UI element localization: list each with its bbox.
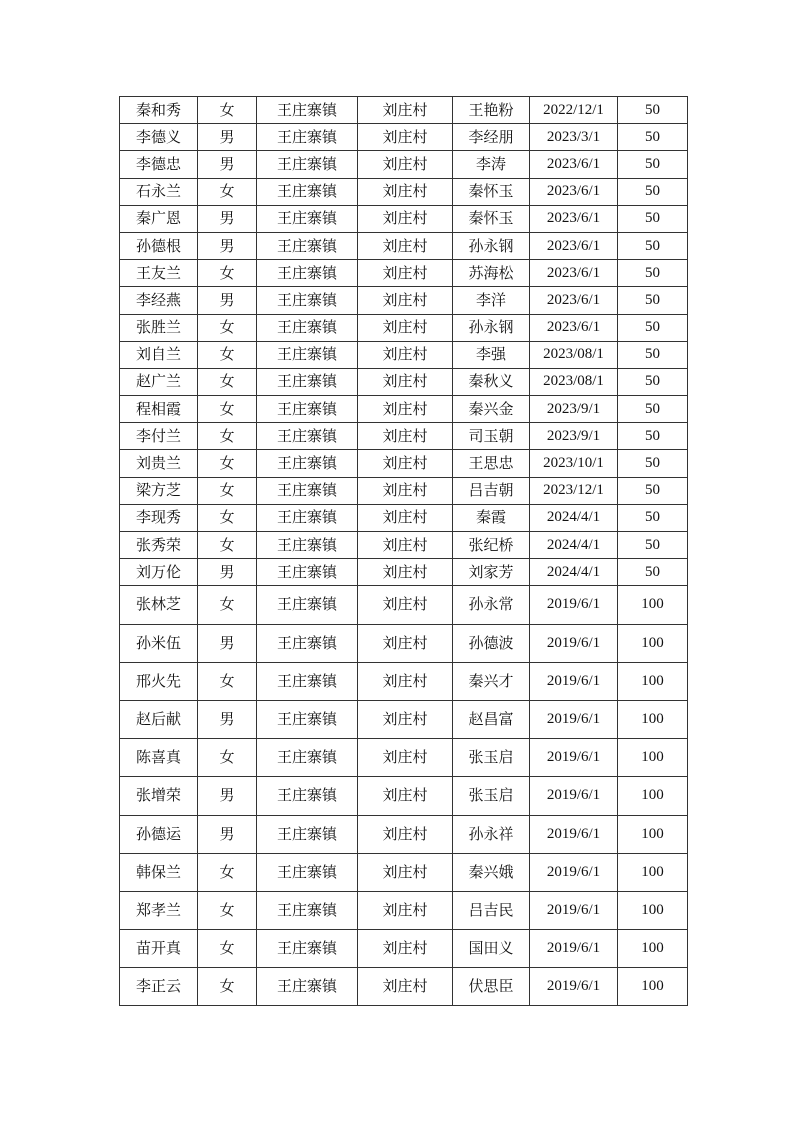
town-cell: 王庄寨镇	[257, 97, 358, 124]
contact-cell: 王思忠	[453, 450, 530, 477]
table-row	[120, 559, 688, 586]
name-cell: 苗开真	[120, 930, 198, 968]
town-cell: 王庄寨镇	[257, 891, 358, 929]
contact-cell: 秦兴金	[453, 396, 530, 423]
name-cell: 张秀荣	[120, 532, 198, 559]
date-cell: 2024/4/1	[530, 559, 618, 586]
amount-cell: 100	[618, 586, 688, 624]
village-cell: 刘庄村	[358, 532, 453, 559]
town-cell: 王庄寨镇	[257, 396, 358, 423]
table-row	[120, 97, 688, 124]
date-cell: 2019/6/1	[530, 739, 618, 777]
village-cell: 刘庄村	[358, 423, 453, 450]
town-cell: 王庄寨镇	[257, 314, 358, 341]
town-cell: 王庄寨镇	[257, 232, 358, 259]
village-cell: 刘庄村	[358, 314, 453, 341]
contact-cell: 王艳粉	[453, 97, 530, 124]
table-row	[120, 777, 688, 815]
contact-cell: 苏海松	[453, 260, 530, 287]
town-cell: 王庄寨镇	[257, 624, 358, 662]
amount-cell: 100	[618, 777, 688, 815]
amount-cell: 50	[618, 396, 688, 423]
town-cell: 王庄寨镇	[257, 205, 358, 232]
name-cell: 李现秀	[120, 504, 198, 531]
gender-cell: 男	[198, 205, 257, 232]
contact-cell: 赵昌富	[453, 700, 530, 738]
village-cell: 刘庄村	[358, 124, 453, 151]
village-cell: 刘庄村	[358, 559, 453, 586]
table-row	[120, 930, 688, 968]
name-cell: 孙德运	[120, 815, 198, 853]
date-cell: 2024/4/1	[530, 532, 618, 559]
village-cell: 刘庄村	[358, 232, 453, 259]
date-cell: 2019/6/1	[530, 700, 618, 738]
amount-cell: 100	[618, 700, 688, 738]
name-cell: 李经燕	[120, 287, 198, 314]
gender-cell: 女	[198, 314, 257, 341]
amount-cell: 100	[618, 815, 688, 853]
town-cell: 王庄寨镇	[257, 423, 358, 450]
contact-cell: 张玉启	[453, 777, 530, 815]
gender-cell: 女	[198, 396, 257, 423]
contact-cell: 吕吉民	[453, 891, 530, 929]
village-cell: 刘庄村	[358, 930, 453, 968]
gender-cell: 女	[198, 260, 257, 287]
date-cell: 2023/9/1	[530, 396, 618, 423]
name-cell: 赵广兰	[120, 368, 198, 395]
contact-cell: 秦兴娥	[453, 853, 530, 891]
amount-cell: 50	[618, 423, 688, 450]
town-cell: 王庄寨镇	[257, 700, 358, 738]
table-row	[120, 662, 688, 700]
table-row	[120, 968, 688, 1006]
amount-cell: 100	[618, 662, 688, 700]
amount-cell: 50	[618, 232, 688, 259]
amount-cell: 100	[618, 930, 688, 968]
contact-cell: 秦怀玉	[453, 205, 530, 232]
name-cell: 刘贵兰	[120, 450, 198, 477]
roster-table	[119, 96, 688, 1006]
town-cell: 王庄寨镇	[257, 287, 358, 314]
date-cell: 2023/9/1	[530, 423, 618, 450]
table-row	[120, 314, 688, 341]
contact-cell: 孙德波	[453, 624, 530, 662]
contact-cell: 秦秋义	[453, 368, 530, 395]
contact-cell: 秦霞	[453, 504, 530, 531]
table-row	[120, 396, 688, 423]
village-cell: 刘庄村	[358, 396, 453, 423]
name-cell: 李德忠	[120, 151, 198, 178]
town-cell: 王庄寨镇	[257, 450, 358, 477]
table-row	[120, 368, 688, 395]
name-cell: 刘万伦	[120, 559, 198, 586]
amount-cell: 100	[618, 968, 688, 1006]
date-cell: 2023/12/1	[530, 477, 618, 504]
date-cell: 2019/6/1	[530, 662, 618, 700]
contact-cell: 刘家芳	[453, 559, 530, 586]
contact-cell: 孙永钢	[453, 314, 530, 341]
contact-cell: 李强	[453, 341, 530, 368]
name-cell: 郑孝兰	[120, 891, 198, 929]
table-row	[120, 739, 688, 777]
table-row	[120, 891, 688, 929]
gender-cell: 男	[198, 777, 257, 815]
table-row	[120, 504, 688, 531]
contact-cell: 李涛	[453, 151, 530, 178]
table-row	[120, 815, 688, 853]
village-cell: 刘庄村	[358, 205, 453, 232]
date-cell: 2023/6/1	[530, 260, 618, 287]
village-cell: 刘庄村	[358, 624, 453, 662]
contact-cell: 司玉朝	[453, 423, 530, 450]
village-cell: 刘庄村	[358, 341, 453, 368]
town-cell: 王庄寨镇	[257, 930, 358, 968]
amount-cell: 50	[618, 97, 688, 124]
contact-cell: 秦兴才	[453, 662, 530, 700]
amount-cell: 50	[618, 314, 688, 341]
gender-cell: 男	[198, 287, 257, 314]
contact-cell: 张玉启	[453, 739, 530, 777]
town-cell: 王庄寨镇	[257, 477, 358, 504]
village-cell: 刘庄村	[358, 151, 453, 178]
date-cell: 2023/6/1	[530, 205, 618, 232]
town-cell: 王庄寨镇	[257, 777, 358, 815]
town-cell: 王庄寨镇	[257, 662, 358, 700]
name-cell: 梁方芝	[120, 477, 198, 504]
town-cell: 王庄寨镇	[257, 853, 358, 891]
gender-cell: 女	[198, 532, 257, 559]
village-cell: 刘庄村	[358, 450, 453, 477]
village-cell: 刘庄村	[358, 97, 453, 124]
village-cell: 刘庄村	[358, 260, 453, 287]
table-row	[120, 260, 688, 287]
town-cell: 王庄寨镇	[257, 504, 358, 531]
gender-cell: 女	[198, 450, 257, 477]
date-cell: 2019/6/1	[530, 815, 618, 853]
village-cell: 刘庄村	[358, 968, 453, 1006]
amount-cell: 50	[618, 532, 688, 559]
gender-cell: 男	[198, 815, 257, 853]
table-row	[120, 624, 688, 662]
table-row	[120, 586, 688, 624]
date-cell: 2023/6/1	[530, 287, 618, 314]
date-cell: 2019/6/1	[530, 968, 618, 1006]
name-cell: 李正云	[120, 968, 198, 1006]
contact-cell: 国田义	[453, 930, 530, 968]
name-cell: 李德义	[120, 124, 198, 151]
date-cell: 2019/6/1	[530, 891, 618, 929]
date-cell: 2019/6/1	[530, 853, 618, 891]
roster-table-body	[120, 97, 688, 1006]
date-cell: 2019/6/1	[530, 930, 618, 968]
date-cell: 2019/6/1	[530, 777, 618, 815]
name-cell: 石永兰	[120, 178, 198, 205]
gender-cell: 女	[198, 930, 257, 968]
table-row	[120, 124, 688, 151]
amount-cell: 100	[618, 853, 688, 891]
gender-cell: 女	[198, 891, 257, 929]
gender-cell: 男	[198, 700, 257, 738]
table-row	[120, 532, 688, 559]
name-cell: 陈喜真	[120, 739, 198, 777]
town-cell: 王庄寨镇	[257, 532, 358, 559]
village-cell: 刘庄村	[358, 891, 453, 929]
town-cell: 王庄寨镇	[257, 739, 358, 777]
gender-cell: 女	[198, 662, 257, 700]
town-cell: 王庄寨镇	[257, 260, 358, 287]
amount-cell: 50	[618, 368, 688, 395]
name-cell: 程相霞	[120, 396, 198, 423]
village-cell: 刘庄村	[358, 777, 453, 815]
date-cell: 2023/6/1	[530, 151, 618, 178]
table-row	[120, 477, 688, 504]
gender-cell: 男	[198, 232, 257, 259]
village-cell: 刘庄村	[358, 477, 453, 504]
contact-cell: 孙永钢	[453, 232, 530, 259]
amount-cell: 50	[618, 124, 688, 151]
contact-cell: 吕吉朝	[453, 477, 530, 504]
town-cell: 王庄寨镇	[257, 178, 358, 205]
table-row	[120, 178, 688, 205]
gender-cell: 女	[198, 853, 257, 891]
town-cell: 王庄寨镇	[257, 368, 358, 395]
contact-cell: 伏思臣	[453, 968, 530, 1006]
date-cell: 2022/12/1	[530, 97, 618, 124]
town-cell: 王庄寨镇	[257, 586, 358, 624]
amount-cell: 50	[618, 477, 688, 504]
amount-cell: 50	[618, 341, 688, 368]
name-cell: 刘自兰	[120, 341, 198, 368]
amount-cell: 50	[618, 287, 688, 314]
village-cell: 刘庄村	[358, 739, 453, 777]
name-cell: 李付兰	[120, 423, 198, 450]
date-cell: 2024/4/1	[530, 504, 618, 531]
gender-cell: 男	[198, 624, 257, 662]
gender-cell: 女	[198, 97, 257, 124]
amount-cell: 100	[618, 624, 688, 662]
town-cell: 王庄寨镇	[257, 559, 358, 586]
date-cell: 2023/6/1	[530, 178, 618, 205]
date-cell: 2019/6/1	[530, 586, 618, 624]
amount-cell: 50	[618, 151, 688, 178]
amount-cell: 50	[618, 205, 688, 232]
amount-cell: 50	[618, 559, 688, 586]
gender-cell: 男	[198, 124, 257, 151]
gender-cell: 女	[198, 968, 257, 1006]
name-cell: 赵后献	[120, 700, 198, 738]
town-cell: 王庄寨镇	[257, 341, 358, 368]
date-cell: 2023/08/1	[530, 341, 618, 368]
name-cell: 秦和秀	[120, 97, 198, 124]
contact-cell: 李经朋	[453, 124, 530, 151]
gender-cell: 女	[198, 739, 257, 777]
gender-cell: 女	[198, 504, 257, 531]
gender-cell: 女	[198, 423, 257, 450]
name-cell: 秦广恩	[120, 205, 198, 232]
village-cell: 刘庄村	[358, 178, 453, 205]
town-cell: 王庄寨镇	[257, 151, 358, 178]
gender-cell: 女	[198, 341, 257, 368]
table-row	[120, 205, 688, 232]
name-cell: 张胜兰	[120, 314, 198, 341]
date-cell: 2023/3/1	[530, 124, 618, 151]
amount-cell: 50	[618, 260, 688, 287]
town-cell: 王庄寨镇	[257, 968, 358, 1006]
name-cell: 孙德根	[120, 232, 198, 259]
contact-cell: 张纪桥	[453, 532, 530, 559]
name-cell: 韩保兰	[120, 853, 198, 891]
village-cell: 刘庄村	[358, 662, 453, 700]
amount-cell: 50	[618, 504, 688, 531]
village-cell: 刘庄村	[358, 368, 453, 395]
name-cell: 张林芝	[120, 586, 198, 624]
gender-cell: 男	[198, 559, 257, 586]
gender-cell: 女	[198, 586, 257, 624]
table-row	[120, 450, 688, 477]
name-cell: 邢火先	[120, 662, 198, 700]
village-cell: 刘庄村	[358, 853, 453, 891]
date-cell: 2023/6/1	[530, 232, 618, 259]
contact-cell: 李洋	[453, 287, 530, 314]
contact-cell: 孙永常	[453, 586, 530, 624]
name-cell: 孙米伍	[120, 624, 198, 662]
table-row	[120, 853, 688, 891]
name-cell: 王友兰	[120, 260, 198, 287]
town-cell: 王庄寨镇	[257, 815, 358, 853]
town-cell: 王庄寨镇	[257, 124, 358, 151]
gender-cell: 男	[198, 151, 257, 178]
village-cell: 刘庄村	[358, 586, 453, 624]
table-row	[120, 423, 688, 450]
village-cell: 刘庄村	[358, 700, 453, 738]
gender-cell: 女	[198, 368, 257, 395]
date-cell: 2023/10/1	[530, 450, 618, 477]
contact-cell: 孙永祥	[453, 815, 530, 853]
gender-cell: 女	[198, 477, 257, 504]
date-cell: 2023/6/1	[530, 314, 618, 341]
amount-cell: 100	[618, 891, 688, 929]
table-row	[120, 232, 688, 259]
table-row	[120, 700, 688, 738]
amount-cell: 100	[618, 739, 688, 777]
table-row	[120, 287, 688, 314]
amount-cell: 50	[618, 178, 688, 205]
contact-cell: 秦怀玉	[453, 178, 530, 205]
table-row	[120, 341, 688, 368]
date-cell: 2019/6/1	[530, 624, 618, 662]
village-cell: 刘庄村	[358, 287, 453, 314]
gender-cell: 女	[198, 178, 257, 205]
amount-cell: 50	[618, 450, 688, 477]
date-cell: 2023/08/1	[530, 368, 618, 395]
village-cell: 刘庄村	[358, 504, 453, 531]
name-cell: 张增荣	[120, 777, 198, 815]
village-cell: 刘庄村	[358, 815, 453, 853]
table-row	[120, 151, 688, 178]
